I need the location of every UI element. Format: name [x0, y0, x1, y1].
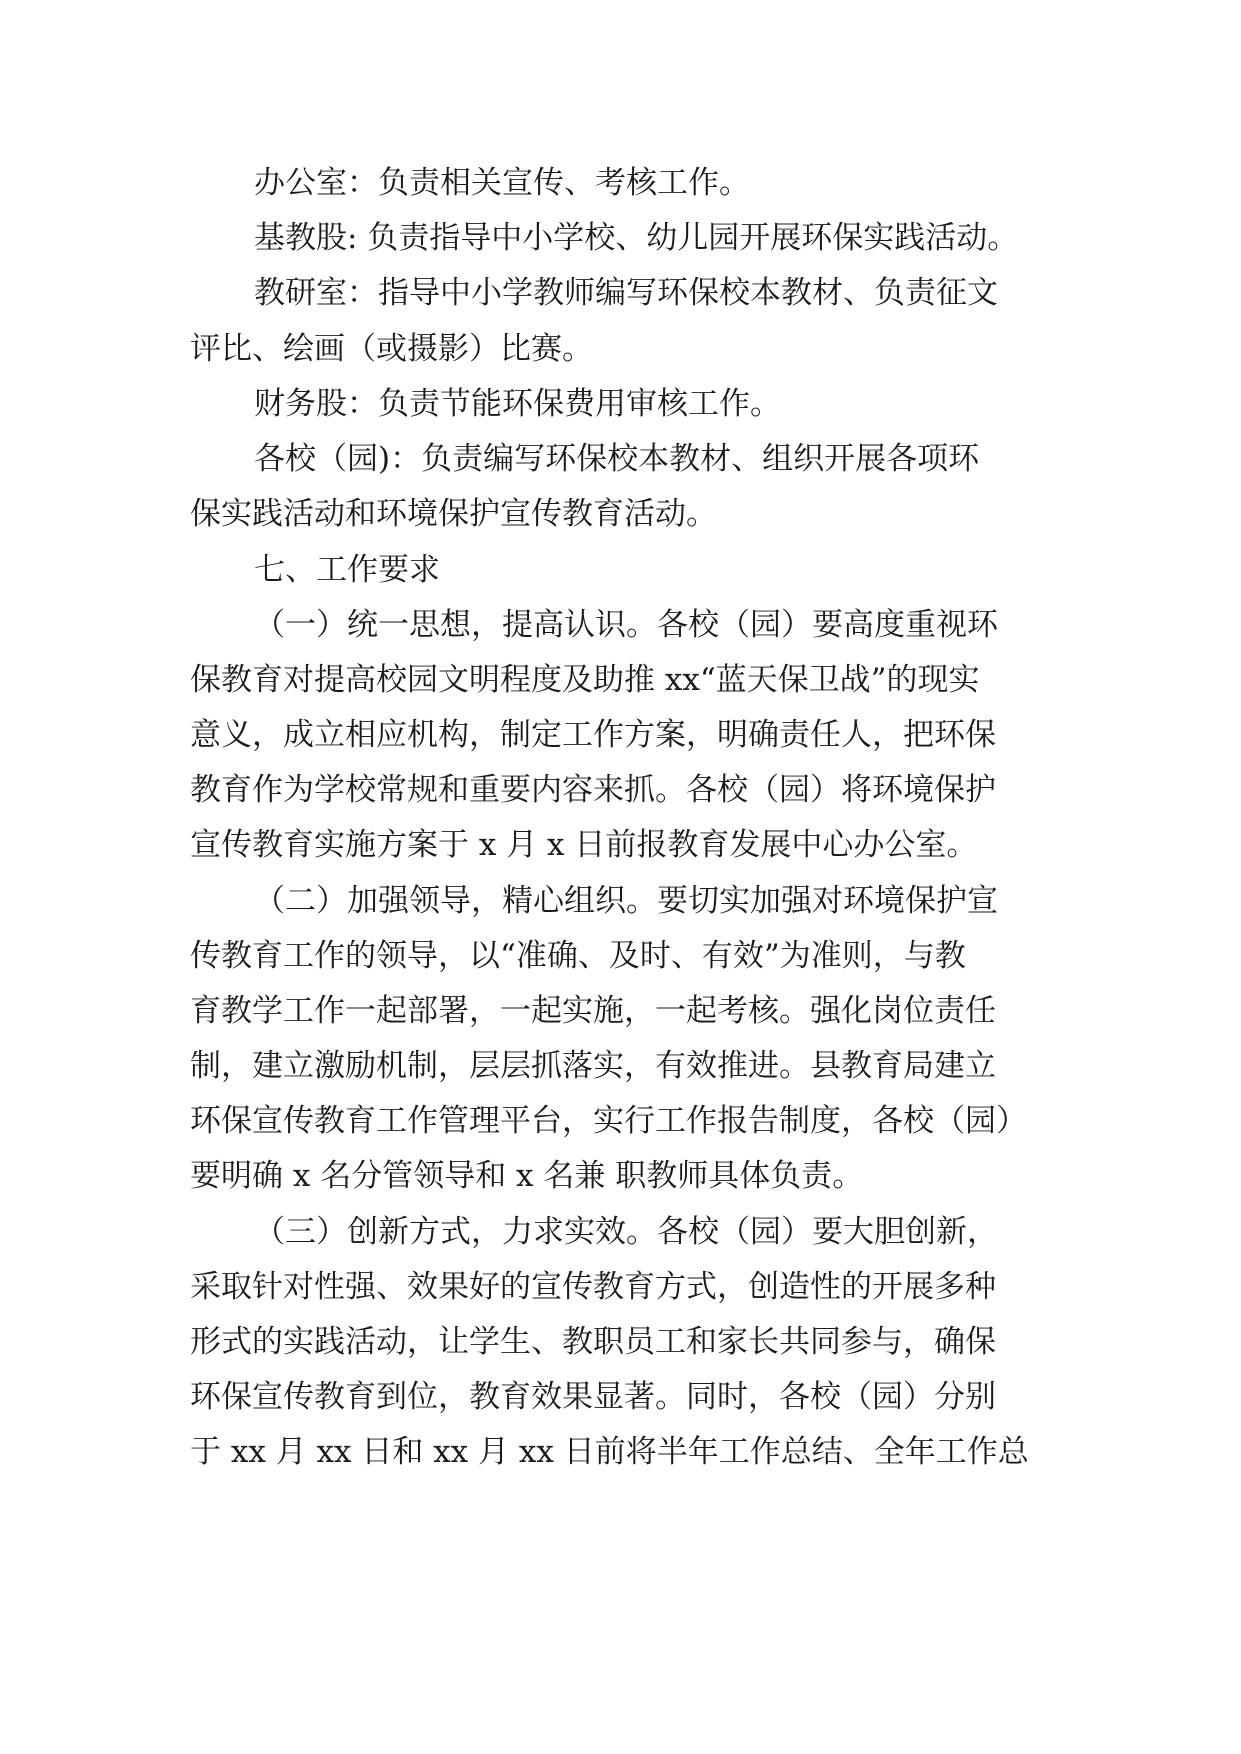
text-line: 形式的实践活动，让学生、教职员工和家长共同参与，确保 [190, 1324, 996, 1360]
text-line: （二）加强领导，精心组织。要切实加强对环境保护宣 [254, 883, 998, 919]
text-line: 评比、绘画（或摄影）比赛。 [190, 331, 593, 367]
text-line: 各校（园)：负责编写环保校本教材、组织开展各项环 [254, 441, 980, 477]
text-line: 传教育工作的领导，以“准确、及时、有效”为准则，与教 [190, 938, 966, 974]
text-line: 保实践活动和环境保护宣传教育活动。 [190, 496, 717, 532]
paragraph-line [0, 1419, 1241, 1485]
text-line: 采取针对性强、效果好的宣传教育方式，创造性的开展多种 [190, 1269, 996, 1305]
text-line: 要明确 x 名分管领导和 x 名兼 职教师具体负责。 [190, 1158, 864, 1194]
text-line: 教育作为学校常规和重要内容来抓。各校（园）将环境保护 [190, 772, 996, 808]
text-line: 七、工作要求 [254, 552, 440, 588]
text-line: 意义，成立相应机构，制定工作方案，明确责任人，把环保 [190, 717, 996, 753]
text-line: 环保宣传教育到位，教育效果显著。同时，各校（园）分别 [190, 1379, 996, 1415]
text-line: 保教育对提高校园文明程度及助推 xx“蓝天保卫战”的现实 [190, 662, 980, 698]
text-line: 育教学工作一起部署，一起实施，一起考核。强化岗位责任 [190, 993, 996, 1029]
text-line: （三）创新方式，力求实效。各校（园）要大胆创新， [254, 1214, 998, 1250]
text-line: 基教股: 负责指导中小学校、幼儿园开展环保实践活动。 [254, 220, 1019, 256]
text-line: 环保宣传教育工作管理平台，实行工作报告制度，各校（园） [190, 1103, 1027, 1139]
text-line: 办公室：负责相关宣传、考核工作。 [254, 165, 750, 201]
text-line: 财务股：负责节能环保费用审核工作。 [254, 386, 781, 422]
text-line: 于 xx 月 xx 日和 xx 月 xx 日前将半年工作总结、全年工作总 [190, 1434, 1029, 1470]
text-line: （一）统一思想，提高认识。各校（园）要高度重视环 [254, 607, 998, 643]
text-line: 制，建立激励机制，层层抓落实，有效推进。县教育局建立 [190, 1048, 996, 1084]
text-line: 宣传教育实施方案于 x 月 x 日前报教育发展中心办公室。 [190, 827, 978, 863]
text-line: 教研室：指导中小学教师编写环保校本教材、负责征文 [254, 275, 998, 311]
